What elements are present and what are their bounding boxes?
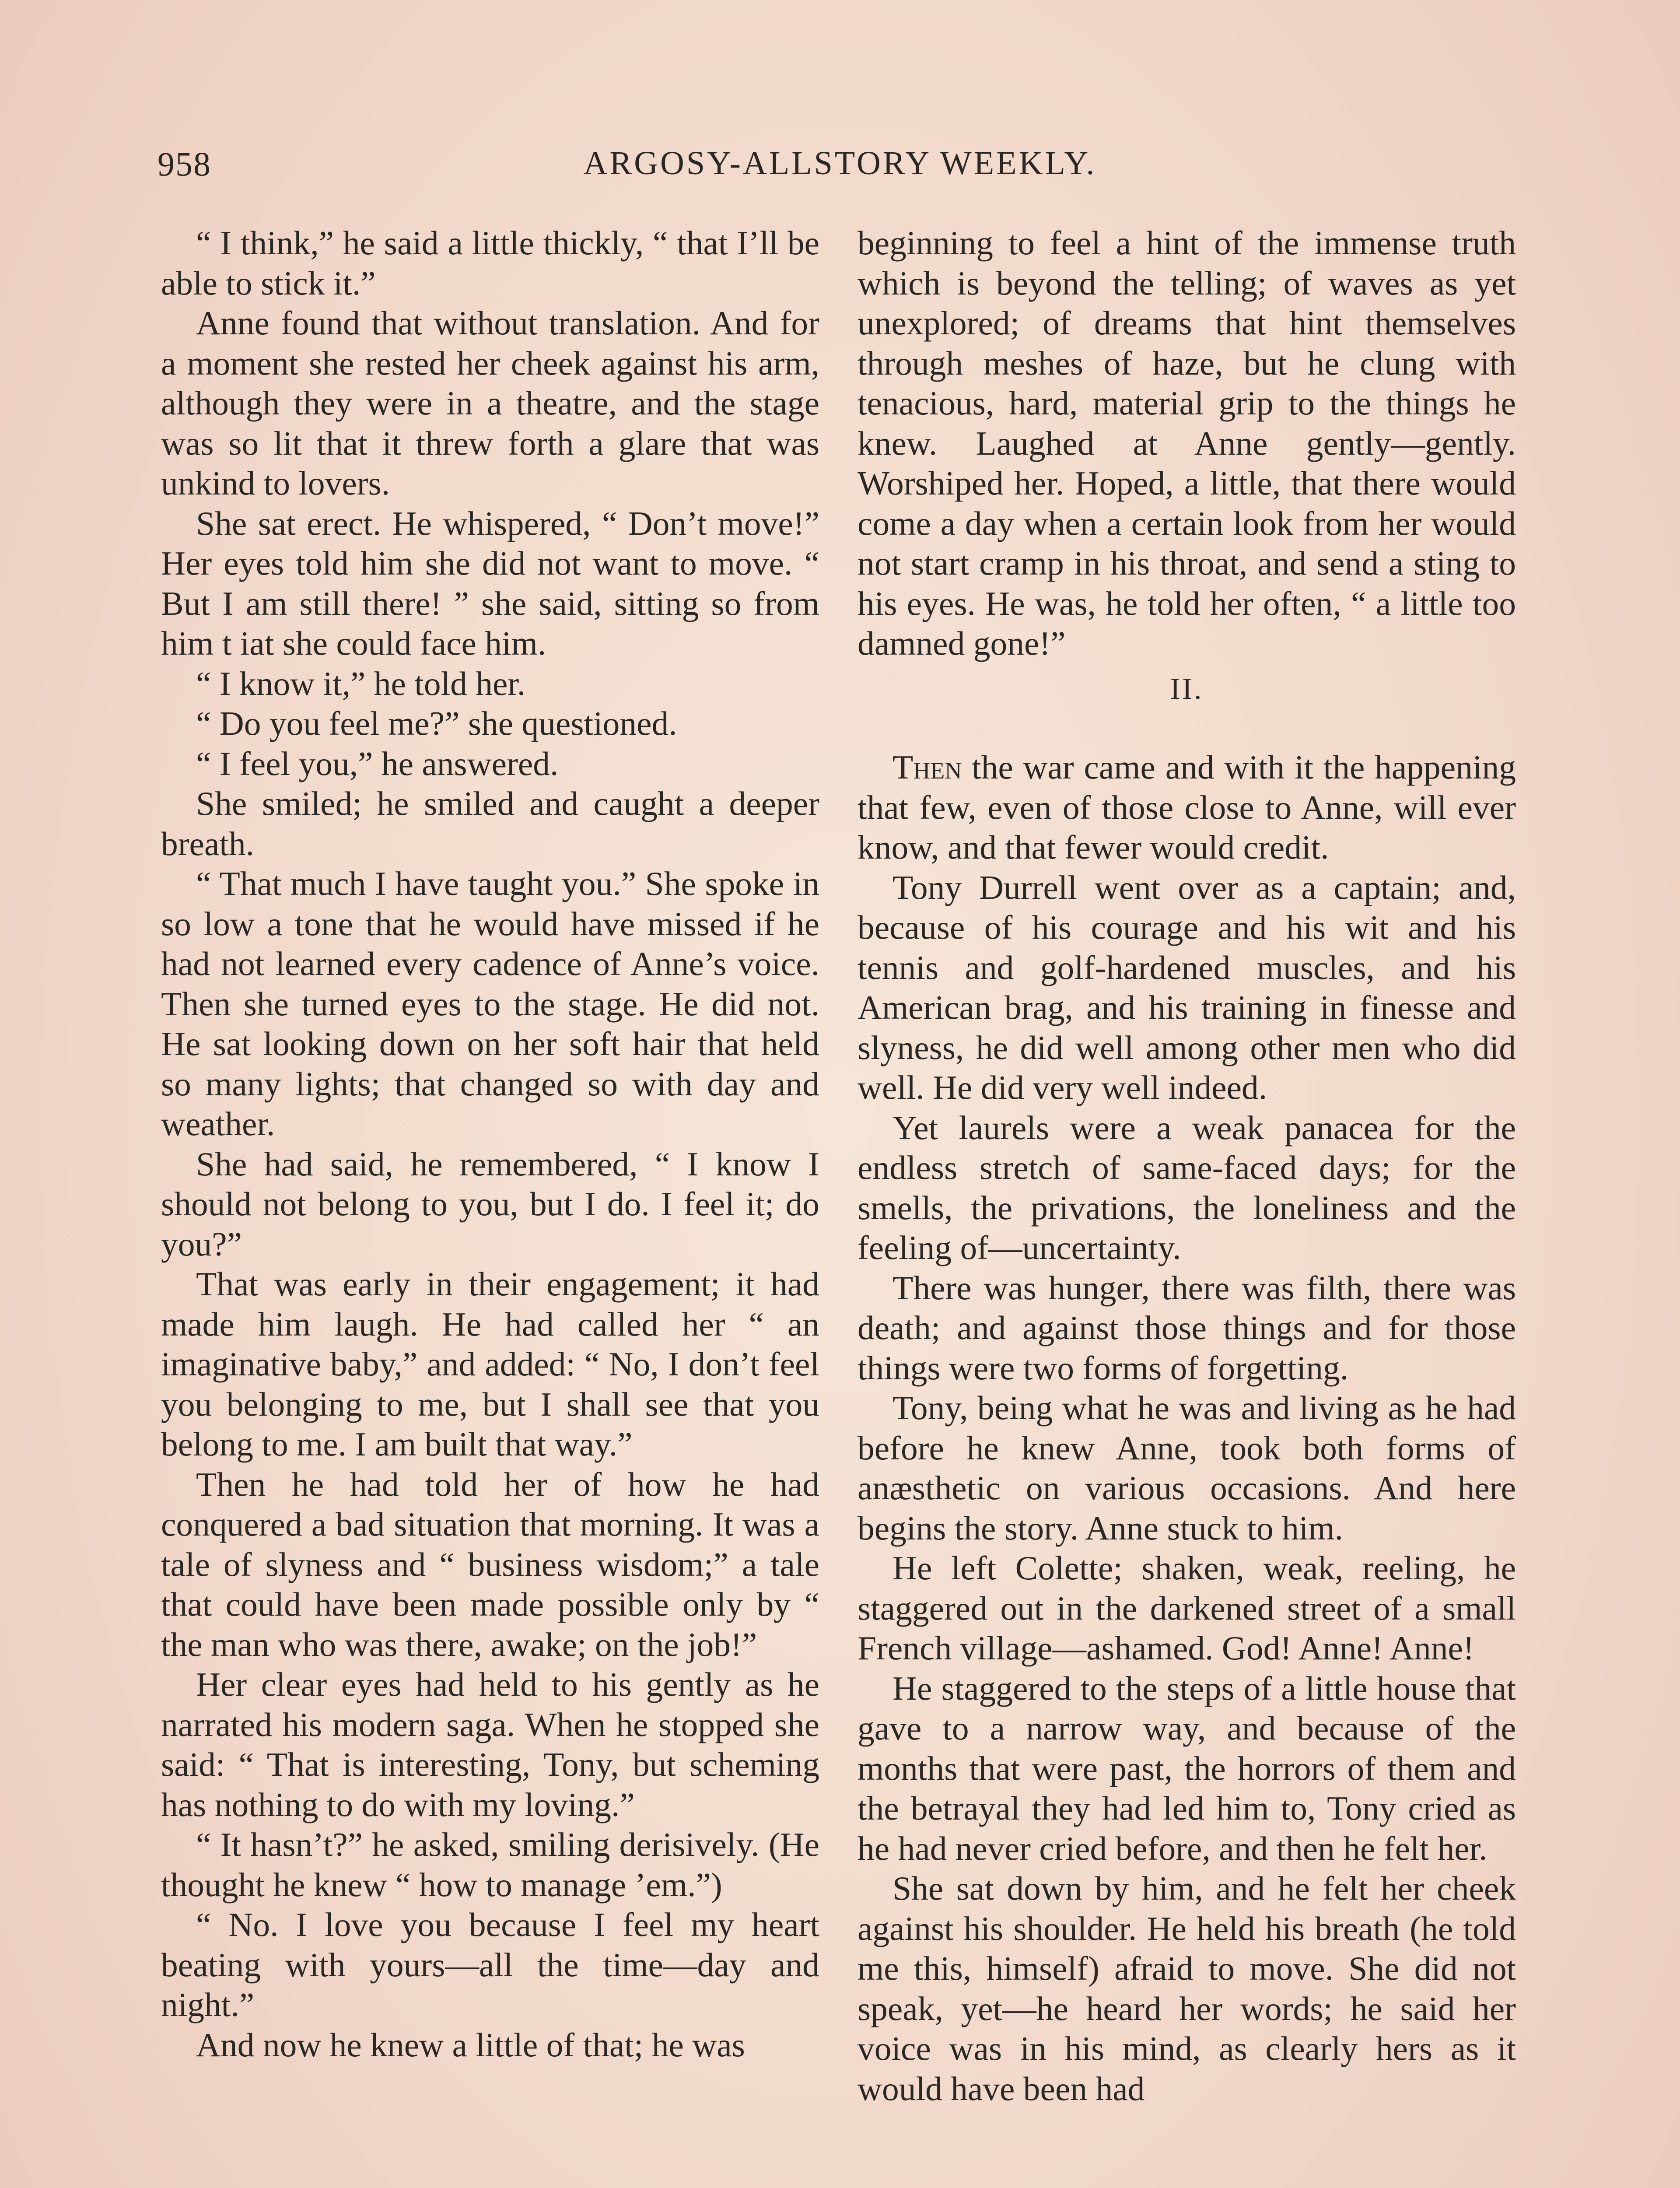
paragraph: “ It hasn’t?” he asked, smiling derisively. (He thought he knew “ how to manage ’em.”) xyxy=(161,1826,819,1904)
paragraph: And now he knew a little of that; he was xyxy=(196,2026,745,2064)
paragraph xyxy=(858,747,1516,868)
paragraph: “ Do you feel me?” she questioned. xyxy=(196,705,677,742)
paragraph-text: the war came and with it the happening that few, even of those close to Anne, will ever know, and that fewer would credit. xyxy=(858,748,1516,866)
running-head: ARGOSY-ALLSTORY WEEKLY. xyxy=(583,145,1097,182)
paragraph: That was early in their engagement; it had made him laugh. He had called her “ an imaginative baby,” and added: “ No, I don’t feel you belonging to me, but I shall see that you belong to me. I am built that way.” xyxy=(161,1265,819,1463)
paragraph: She sat down by him, and he felt her cheek against his shoulder. He held his breath (he told me this, himself) afraid to move. She did not speak, yet—he heard her words; he said her voice was in his mind, as clearly hers as it would have been had xyxy=(858,1869,1516,2107)
paragraph: Her clear eyes had held to his gently as he narrated his modern saga. When he stopped she said: “ That is interesting, Tony, but scheming has nothing to do with my loving.” xyxy=(161,1666,819,1823)
paragraph: “ I think,” he said a little thickly, “ that I’ll be able to stick it.” xyxy=(161,224,819,302)
paragraph: “ No. I love you because I feel my heart beating with yours—all the time—day and night.” xyxy=(161,1906,819,2023)
paragraph: Tony Durrell went over as a captain; and, because of his courage and his wit and his tennis and golf-hardened muscles, and his American brag, and his training in finesse and slyness, he did well among other men who did well. He did very well indeed. xyxy=(858,868,1516,1106)
paragraph: Yet laurels were a weak panacea for the endless stretch of same-faced days; for the smells, the privations, the loneliness and the feeling of—uncertainty. xyxy=(858,1108,1516,1266)
paragraph: She had said, he remembered, “ I know I should not belong to you, but I do. I feel it; do you?” xyxy=(161,1145,819,1263)
paragraph: Tony, being what he was and living as he had before he knew Anne, took both forms of anæsthetic on various occasions. And here begins the story. Anne stuck to him. xyxy=(858,1389,1516,1547)
page-header xyxy=(158,144,1522,197)
paragraph: “ That much I have taught you.” She spoke in so low a tone that he would have missed if he had not learned every cadence of Anne’s voice. Then she turned eyes to the stage. He did not. He sat looking down on her soft hair that held so many lights; that changed so with day and weather. xyxy=(161,865,819,1143)
paragraph: He left Colette; shaken, weak, reeling, he staggered out in the darkened street of a small French village—ashamed. God! Anne! Anne! xyxy=(858,1549,1516,1667)
paragraph: He staggered to the steps of a little house that gave to a narrow way, and because of the months that were past, the horrors of them and the betrayal they had led him to, Tony cried as he had never cried before, and then he felt her. xyxy=(858,1669,1516,1867)
paragraph: “ I feel you,” he answered. xyxy=(196,744,559,782)
lead-word: Then xyxy=(892,748,962,786)
paragraph: Anne found that without translation. And for a moment she rested her cheek against his arm, although they were in a theatre, and the stage was so lit that it threw forth a glare that was unkind to lovers. xyxy=(161,304,819,502)
left-column xyxy=(161,223,819,2065)
paragraph-continued: beginning to feel a hint of the immense truth which is beyond the telling; of waves as yet unexplored; of dreams that hint themselves through meshes of haze, but he clung with tenacious, hard, material grip to the things he knew. Laughed at Anne gently—gently. Worshiped her. Hoped, a little, that there would come a day when a certain look from her would not start cramp in his throat, and send a sting to his eyes. He was, he told her often, “ a little too damned gone!” xyxy=(858,224,1516,662)
paragraph: She sat erect. He whispered, “ Don’t move!” Her eyes told him she did not want to move. “ But I am still there! ” she said, sitting so from him t iat she could face him. xyxy=(161,504,819,662)
paragraph: There was hunger, there was filth, there was death; and against those things and for those things were two forms of forgetting. xyxy=(858,1269,1516,1387)
page-number: 958 xyxy=(158,145,211,183)
right-column xyxy=(858,223,1516,2109)
section-heading: II. xyxy=(1170,672,1204,706)
paragraph: “ I know it,” he told her. xyxy=(196,664,526,702)
paragraph: Then he had told her of how he had conquered a bad situation that morning. It was a tale of slyness and “ business wisdom;” a tale that could have been made possible only by “ the man who was there, awake; on the job!” xyxy=(161,1465,819,1663)
paragraph: She smiled; he smiled and caught a deeper breath. xyxy=(161,785,819,863)
